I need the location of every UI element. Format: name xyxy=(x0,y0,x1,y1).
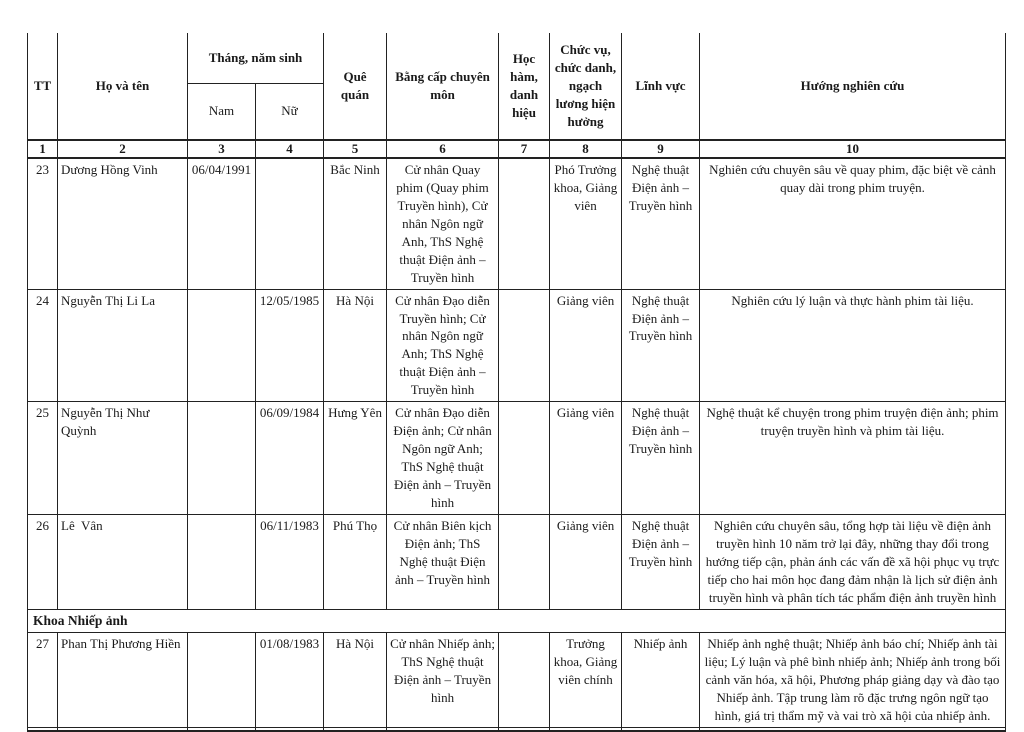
cell-field: Nghệ thuật Điện ảnh – Truyền hình xyxy=(622,158,700,289)
table-body xyxy=(28,158,1006,731)
table-bottom-edge-row xyxy=(28,727,1006,731)
cell-research: Nghiên cứu chuyên sâu, tổng hợp tài liệu về điện ảnh truyền hình 10 năm trở lại đây, những thay đổi trong hướng tiếp cận, phản ánh các vấn đề xã hội phục vụ trực tiếp cho hai môn học đang đảm nhận là lịch sử điện ảnh truyền hình và phân tích tác phẩm điện ảnh truyền hình xyxy=(700,514,1006,609)
header-degree: Bằng cấp chuyên môn xyxy=(387,33,499,140)
section-row xyxy=(28,609,1006,633)
cell-research: Nghệ thuật kể chuyện trong phim truyện điện ảnh; phim truyện truyền hình và phim tài liệu. xyxy=(700,402,1006,515)
cell-tt: 25 xyxy=(28,402,58,515)
cell-academic-title xyxy=(499,289,550,402)
cell-position: Trưởng khoa, Giảng viên chính xyxy=(550,633,622,728)
cell-academic-title xyxy=(499,633,550,728)
table-row xyxy=(28,158,1006,289)
table-row xyxy=(28,633,1006,728)
cell-hometown: Phú Thọ xyxy=(324,514,387,609)
cell-field: Nghệ thuật Điện ảnh – Truyền hình xyxy=(622,289,700,402)
table-row xyxy=(28,514,1006,609)
cell-hometown: Hà Nội xyxy=(324,633,387,728)
header-field: Lĩnh vực xyxy=(622,33,700,140)
cell-position: Giảng viên xyxy=(550,514,622,609)
cell-research: Nghiên cứu chuyên sâu về quay phim, đặc biệt về cảnh quay dài trong phim truyện. xyxy=(700,158,1006,289)
header-row-top xyxy=(28,33,1006,83)
cell-tt: 24 xyxy=(28,289,58,402)
cell-tt: 26 xyxy=(28,514,58,609)
index-cell: 8 xyxy=(550,140,622,158)
cell-name: Nguyễn Thị Li La xyxy=(58,289,188,402)
cell-name: Phan Thị Phương Hiền xyxy=(58,633,188,728)
cell-birth-nam xyxy=(188,402,256,515)
cell-birth-nu: 12/05/1985 xyxy=(256,289,324,402)
index-cell: 9 xyxy=(622,140,700,158)
cell-hometown: Bắc Ninh xyxy=(324,158,387,289)
index-cell: 4 xyxy=(256,140,324,158)
cell-tt: 27 xyxy=(28,633,58,728)
cell-academic-title xyxy=(499,514,550,609)
cell-degree: Cử nhân Đạo diễn Truyền hình; Cử nhân Ngôn ngữ Anh; ThS Nghệ thuật Điện ảnh – Truyền hình xyxy=(387,289,499,402)
table-row xyxy=(28,402,1006,515)
section-label: Khoa Nhiếp ảnh xyxy=(28,609,1006,633)
cell-field: Nghệ thuật Điện ảnh – Truyền hình xyxy=(622,402,700,515)
cell-birth-nu: 01/08/1983 xyxy=(256,633,324,728)
index-cell: 1 xyxy=(28,140,58,158)
index-cell: 3 xyxy=(188,140,256,158)
header-research: Hướng nghiên cứu xyxy=(700,33,1006,140)
cell-name: Nguyễn Thị Như Quỳnh xyxy=(58,402,188,515)
index-cell: 7 xyxy=(499,140,550,158)
header-nu: Nữ xyxy=(256,83,324,140)
cell-research: Nhiếp ảnh nghệ thuật; Nhiếp ảnh báo chí; Nhiếp ảnh tài liệu; Lý luận và phê bình nhiếp ảnh; Nhiếp ảnh trong bối cảnh văn hóa, xã hội, Phương pháp giảng dạy và đào tạo Nhiếp ảnh. Tập trung làm rõ đặc trưng ngôn ngữ tạo hình, giá trị thẩm mỹ và vai trò xã hội của nhiếp ảnh. xyxy=(700,633,1006,728)
cell-name: Lê Vân xyxy=(58,514,188,609)
cell-field: Nghệ thuật Điện ảnh – Truyền hình xyxy=(622,514,700,609)
cell-position: Giảng viên xyxy=(550,289,622,402)
cell-hometown: Hà Nội xyxy=(324,289,387,402)
cell-hometown: Hưng Yên xyxy=(324,402,387,515)
cell-degree: Cử nhân Quay phim (Quay phim Truyền hình), Cử nhân Ngôn ngữ Anh, ThS Nghệ thuật Điện ảnh – Truyền hình xyxy=(387,158,499,289)
cell-birth-nu: 06/11/1983 xyxy=(256,514,324,609)
header-nam: Nam xyxy=(188,83,256,140)
cell-tt: 23 xyxy=(28,158,58,289)
column-index-row xyxy=(28,140,1006,158)
cell-degree: Cử nhân Đạo diễn Điện ảnh; Cử nhân Ngôn ngữ Anh; ThS Nghệ thuật Điện ảnh – Truyền hình xyxy=(387,402,499,515)
cell-degree: Cử nhân Biên kịch Điện ảnh; ThS Nghệ thuật Điện ảnh – Truyền hình xyxy=(387,514,499,609)
cell-research: Nghiên cứu lý luận và thực hành phim tài liệu. xyxy=(700,289,1006,402)
cell-position: Phó Trưởng khoa, Giảng viên xyxy=(550,158,622,289)
header-position: Chức vụ, chức danh, ngạch lương hiện hưởng xyxy=(550,33,622,140)
cell-birth-nam xyxy=(188,633,256,728)
header-hometown: Quê quán xyxy=(324,33,387,140)
cell-birth-nam: 06/04/1991 xyxy=(188,158,256,289)
cell-academic-title xyxy=(499,402,550,515)
header-tt: TT xyxy=(28,33,58,140)
header-name: Họ và tên xyxy=(58,33,188,140)
cell-birth-nu: 06/09/1984 xyxy=(256,402,324,515)
cell-birth-nam xyxy=(188,289,256,402)
table-row xyxy=(28,289,1006,402)
cell-birth-nu xyxy=(256,158,324,289)
index-cell: 10 xyxy=(700,140,1006,158)
table-header xyxy=(28,33,1006,158)
header-academic-title: Học hàm, danh hiệu xyxy=(499,33,550,140)
cell-degree: Cử nhân Nhiếp ảnh; ThS Nghệ thuật Điện ảnh – Truyền hình xyxy=(387,633,499,728)
index-cell: 6 xyxy=(387,140,499,158)
faculty-table xyxy=(27,33,1006,732)
index-cell: 5 xyxy=(324,140,387,158)
cell-position: Giảng viên xyxy=(550,402,622,515)
cell-academic-title xyxy=(499,158,550,289)
cell-name: Dương Hồng Vinh xyxy=(58,158,188,289)
cell-birth-nam xyxy=(188,514,256,609)
header-birth-group: Tháng, năm sinh xyxy=(188,33,324,83)
cell-field: Nhiếp ảnh xyxy=(622,633,700,728)
index-cell: 2 xyxy=(58,140,188,158)
